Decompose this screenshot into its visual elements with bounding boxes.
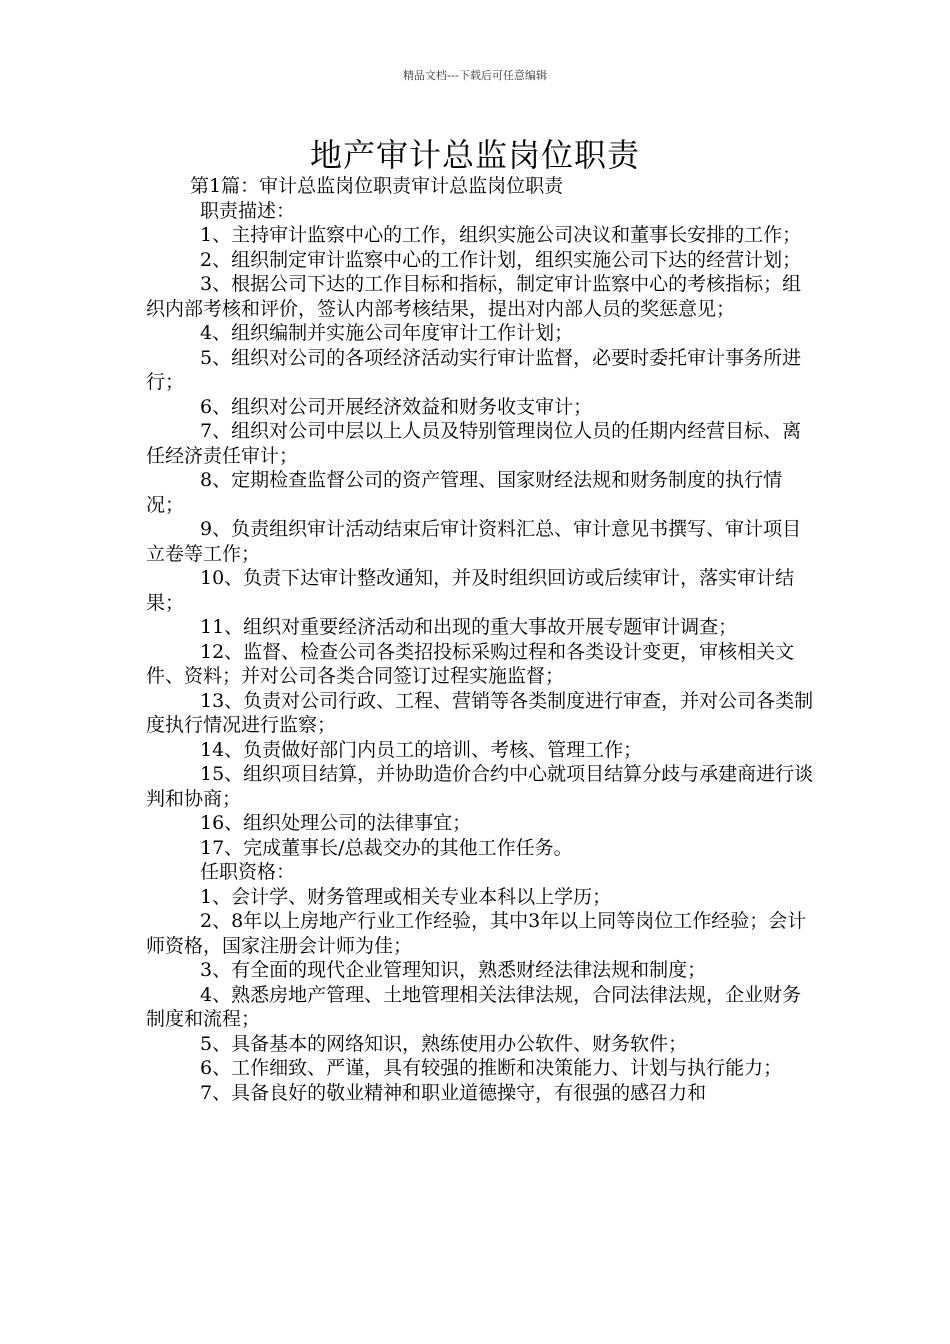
page-header: 精品文档---下载后可任意编辑 (403, 69, 547, 82)
chapter-heading: 第1篇：审计总监岗位职责审计总监岗位职责 (190, 175, 564, 197)
qualification-item: 4、熟悉房地产管理、土地管理相关法律法规，合同法律法规，企业财务制度和流程； (146, 983, 802, 1030)
duty-item: 2、组织制定审计监察中心的工作计划，组织实施公司下达的经营计划； (200, 248, 802, 271)
duty-item: 5、组织对公司的各项经济活动实行审计监督，必要时委托审计事务所进行； (146, 346, 802, 393)
qualification-item: 1、会计学、财务管理或相关专业本科以上学历； (200, 885, 612, 908)
duty-item: 4、组织编制并实施公司年度审计工作计划； (200, 322, 574, 344)
section-heading-qualifications: 任职资格： (200, 861, 296, 883)
qualification-item: 7、具备良好的敬业精神和职业道德操守，有很强的感召力和 (200, 1081, 707, 1104)
document-body (146, 174, 814, 1105)
duty-item: 1、主持审计监察中心的工作，组织实施公司决议和董事长安排的工作； (200, 224, 802, 246)
section-heading-duties: 职责描述： (200, 199, 296, 222)
duty-item: 16、组织处理公司的法律事宜； (200, 812, 472, 834)
duty-item: 10、负责下达审计整改通知，并及时组织回访或后续审计，落实审计结果； (146, 567, 795, 614)
duty-item: 13、负责对公司行政、工程、营销等各类制度进行审查，并对公司各类制度执行情况进行监察； (146, 689, 814, 736)
duty-item: 15、组织项目结算，并协助造价合约中心就项目结算分歧与承建商进行谈判和协商； (146, 763, 814, 810)
qualification-item: 2、8年以上房地产行业工作经验，其中3年以上同等岗位工作经验；会计师资格，国家注册会计师为佳； (146, 910, 807, 957)
duty-item: 17、完成董事长/总裁交办的其他工作任务。 (200, 836, 573, 859)
duty-item: 9、负责组织审计活动结束后审计资料汇总、审计意见书撰写、审计项目立卷等工作； (146, 518, 802, 565)
duty-item: 11、组织对重要经济活动和出现的重大事故开展专题审计调查； (200, 616, 738, 638)
duty-item: 14、负责做好部门内员工的培训、考核、管理工作； (200, 738, 643, 761)
duty-item: 8、定期检查监督公司的资产管理、国家财经法规和财务制度的执行情况； (146, 469, 783, 516)
document-title: 地产审计总监岗位职责 (309, 136, 640, 174)
qualification-item: 3、有全面的现代企业管理知识，熟悉财经法律法规和制度； (200, 959, 707, 981)
duty-item: 3、根据公司下达的工作目标和指标，制定审计监察中心的考核指标；组织内部考核和评价，签认内部考核结果，提出对内部人员的奖惩意见； (146, 273, 802, 320)
duty-item: 12、监督、检查公司各类招投标采购过程和各类设计变更，审核相关文件、资料；并对公司各类合同签订过程实施监督； (146, 640, 795, 687)
duty-item: 7、组织对公司中层以上人员及特别管理岗位人员的任期内经营目标、离任经济责任审计； (146, 420, 802, 467)
qualification-item: 5、具备基本的网络知识，熟练使用办公软件、财务软件； (200, 1032, 688, 1055)
duty-item: 6、组织对公司开展经济效益和财务收支审计； (200, 395, 593, 418)
qualification-item: 6、工作细致、严谨，具有较强的推断和决策能力、计划与执行能力； (200, 1057, 783, 1079)
